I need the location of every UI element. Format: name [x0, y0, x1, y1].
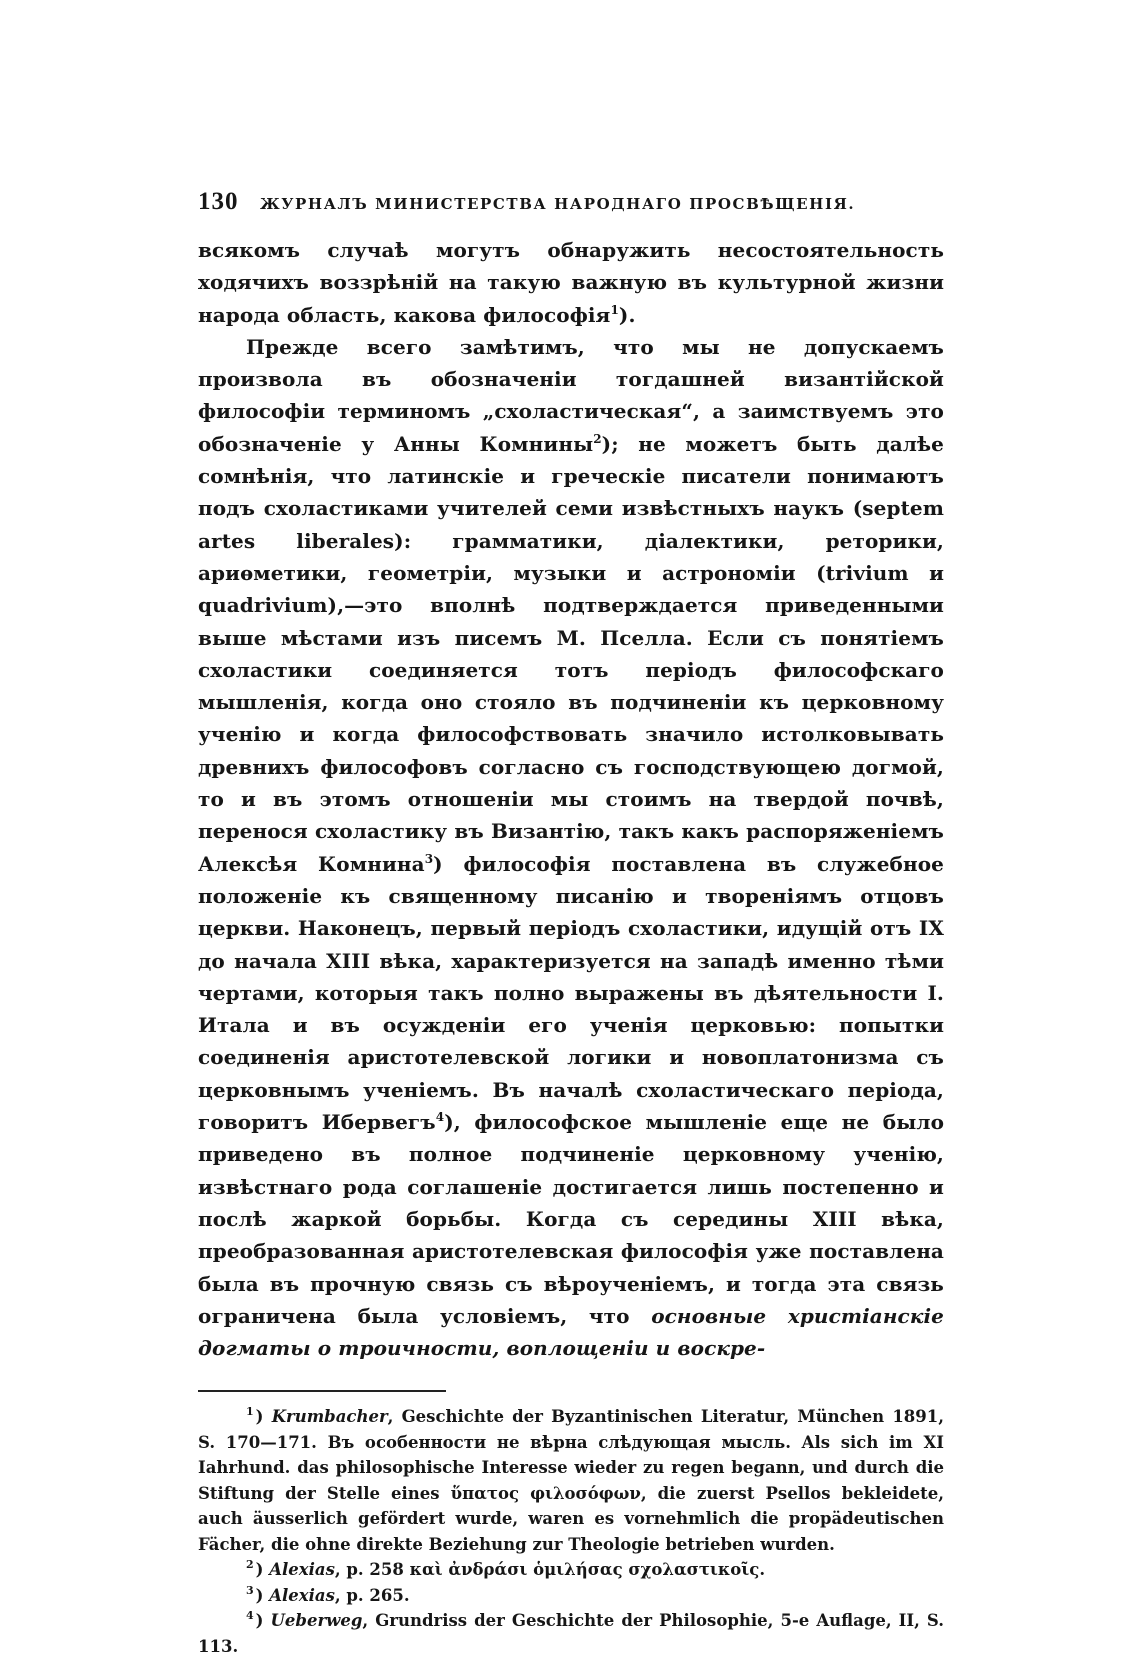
footnote-ref-1: 1 [610, 302, 619, 317]
paragraph-1-text: всякомъ случаѣ могутъ обнаружить несостоятельность ходячихъ воззрѣній на такую важную въ культурной жизни народа область, какова философія [198, 238, 944, 327]
paragraph-2-italic: основные христіанскіе догматы о троичности, воплощеніи и воскре- [198, 1303, 944, 1361]
footnote-1: $^1$ ) Krumbacher, Geschichte der Byzantinischen Literatur, München 1891, S. 170—171. Въ особенности не вѣрна слѣдующая мысль. Als sich im XI Iahrhund. das philosophische Interesse wieder zu regen begann, und durch die Stiftung der Stelle eines ὕπατος φιλοσόφων, die zuerst Psellos bekleidete, auch äusserlich gefördert wurde, waren es vornehmlich die propädeutischen Fächer, die ohne direkte Beziehung zur Theologie betrieben wurden. [198, 1405, 944, 1554]
footnotes [198, 1404, 944, 1659]
footnote-2-author: Alexias [269, 1560, 335, 1580]
footnote-ref-2: 2 [593, 431, 602, 446]
paragraph-2-part-c: ) философія поставлена въ служебное положеніе къ священному писанію и твореніямъ отцовъ церкви. Наконецъ, первый періодъ схоластики, идущій отъ IX до начала XIII вѣка, характеризуется на западѣ именно тѣми чертами, которыя такъ полно выражены въ дѣятельности I. Итала и въ осужденіи его ученія церковью: попытки соединенія аристотелевской логики и новоплатонизма съ церковнымъ ученіемъ. Въ началѣ схоластическаго періода, говоритъ Ибервегъ [198, 851, 944, 1135]
footnote-4-author: Ueberweg [270, 1611, 363, 1631]
paragraph-1-end: ). [618, 302, 636, 327]
paragraph-2-part-b: ); не можетъ быть далѣе сомнѣнія, что латинскіе и греческіе писатели понимаютъ подъ схоластиками учителей семи извѣстныхъ наукъ (septem artes liberales): грамматики, діалектики, реторики, ариѳметики, геометріи, музыки и астрономіи (trivium и quadrivium),—это вполнѣ подтверждается приведенными выше мѣстами изъ писемъ М. Пселла. Если съ понятіемъ схоластики соединяется тотъ періодъ философскаго мышленія, когда оно стояло въ подчиненіи къ церковному ученію и когда философствовать значило истолковывать древнихъ философовъ согласно съ господствующею догмой, то и въ этомъ отношеніи мы стоимъ на твердой почвѣ, перенося схоластику въ Византію, такъ какъ распоряженіемъ Алексѣя Комнина [198, 431, 944, 876]
footnote-3-author: Alexias [269, 1585, 335, 1605]
paragraph-1 [198, 234, 944, 331]
footnote-4: $^4$ ) Ueberweg, Grundriss der Geschichte der Philosophie, 5-e Auflage, II, S. 113. [198, 1609, 944, 1656]
running-head [198, 188, 944, 216]
document-page [198, 188, 944, 1659]
footnote-3-number: 3 [246, 1583, 254, 1597]
paragraph-2 [198, 331, 944, 1365]
footnote-2-number: 2 [246, 1558, 254, 1572]
main-text [198, 234, 944, 1364]
footnote-4-number: 4 [246, 1609, 254, 1623]
paragraph-2-part-d: ), философское мышленіе еще не было приведено въ полное подчиненіе церковному ученію, извѣстнаго рода соглашеніе достигается лишь постепенно и послѣ жаркой борьбы. Когда съ середины XIII вѣка, преобразованная аристотелевская философія уже поставлена была въ прочную связь съ вѣроученіемъ, и тогда эта связь ограничена была условіемъ, что [198, 1110, 945, 1328]
footnote-3: $^3$ ) Alexias, p. 265. [246, 1583, 410, 1605]
footnote-ref-3: 3 [424, 851, 434, 866]
footnote-2: $^2$ ) Alexias, p. 258 καὶ ἀνδράσι ὁμιλήσας σχολαστικοῖς. [246, 1558, 766, 1580]
journal-title: ЖУРНАЛЪ МИНИСТЕРСТВА НАРОДНАГО ПРОСВѢЩЕНІЯ. [260, 195, 856, 213]
footnote-3-text: , p. 265. [334, 1585, 410, 1605]
footnote-1-number: 1 [246, 1405, 254, 1419]
footnote-ref-4: 4 [435, 1110, 445, 1125]
paragraph-2-part-a: Прежде всего замѣтимъ, что мы не допускаемъ произвола въ обозначеніи тогдашней византійской философіи терминомъ „схоластическая“, а заимствуемъ это обозначеніе у Анны Комнины [198, 334, 944, 456]
footnote-divider [198, 1390, 446, 1392]
footnote-1-author: Krumbacher [271, 1407, 388, 1427]
page-number: 130 [198, 188, 239, 215]
footnote-4-text: , Grundriss der Geschichte der Philosophie, 5-e Auflage, II, S. 113. [198, 1611, 944, 1656]
footnote-1-text: , Geschichte der Byzantinischen Literatur, München 1891, S. 170—171. Въ особенности не вѣрна слѣдующая мысль. Als sich im XI Iahrhund. das philosophische Interesse wieder zu regen begann, und durch die Stiftung der Stelle eines ὕπατος φιλοσόφων, die zuerst Psellos bekleidete, auch äusserlich gefördert wurde, waren es vornehmlich die propädeutischen Fächer, die ohne direkte Beziehung zur Theologie betrieben wurden. [198, 1407, 944, 1554]
footnote-2-text: , p. 258 καὶ ἀνδράσι ὁμιλήσας σχολαστικοῖς. [334, 1560, 766, 1580]
